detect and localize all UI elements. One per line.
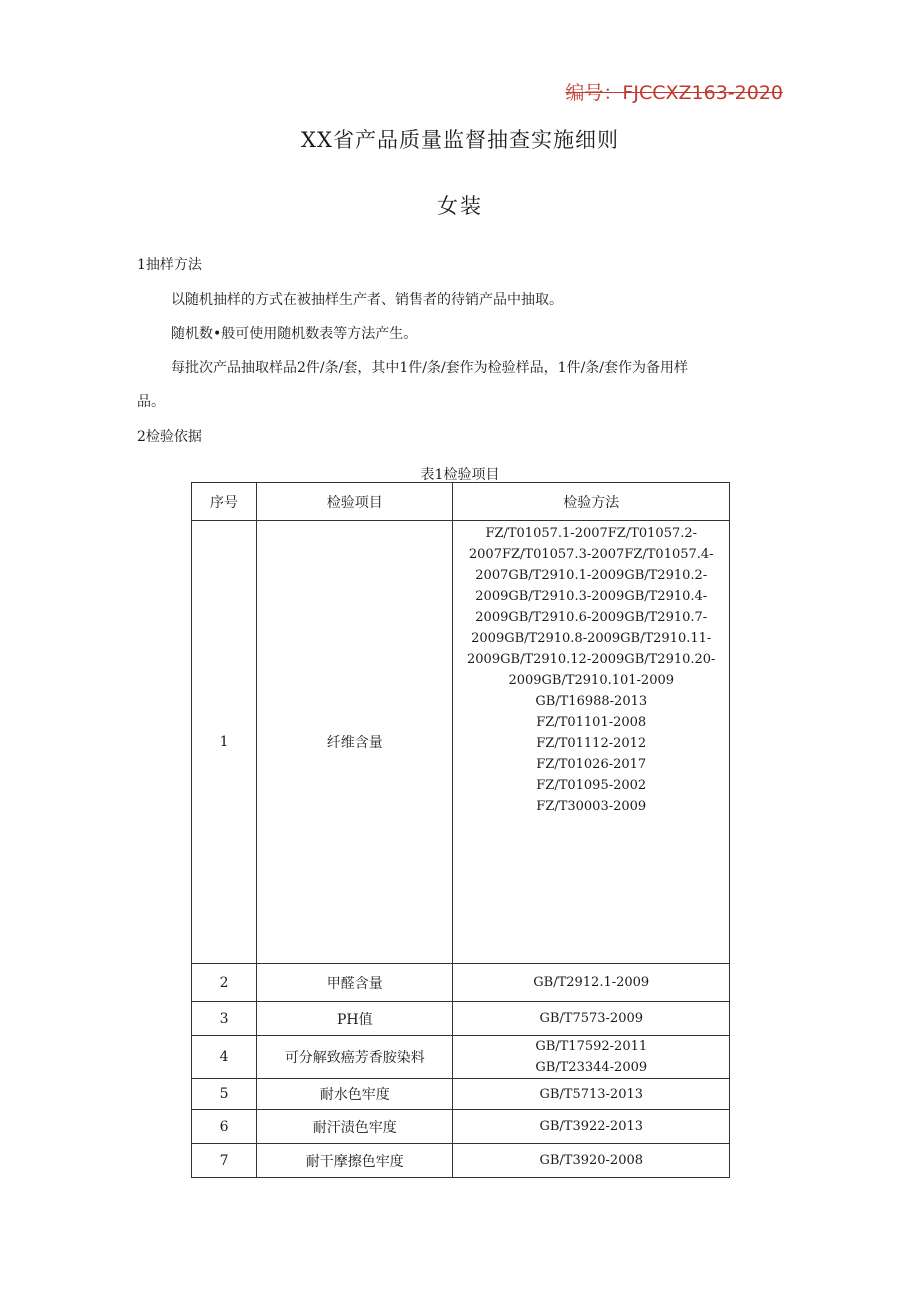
method-standard: FZ/T01101-2008: [536, 715, 647, 730]
row-method: [453, 1036, 730, 1079]
row-number: 4: [192, 1036, 257, 1079]
method-standard: GB/T3920-2008: [539, 1153, 644, 1168]
header-item: 检验项目: [257, 483, 453, 521]
section-1-paragraph-1: 以随机抽样的方式在被抽样生产者、销售者的待销产品中抽取。: [171, 292, 563, 308]
row-number: 1: [192, 521, 257, 964]
section-1-heading: 1抽样方法: [137, 257, 202, 273]
row-method: [453, 964, 730, 1002]
method-standard: 2009GB/T2910.101-2009: [508, 673, 675, 688]
table-row: [192, 521, 730, 964]
table-row: [192, 1079, 730, 1110]
method-standard: 2009GB/T2910.8-2009GB/T2910.11-: [471, 631, 712, 646]
row-method: [453, 521, 730, 964]
row-method: [453, 1079, 730, 1110]
method-standard: 2007GB/T2910.1-2009GB/T2910.2-: [475, 568, 708, 583]
method-standard: FZ/T01026-2017: [536, 757, 647, 772]
document-subtitle: 女装: [437, 194, 483, 218]
method-standard: FZ/T30003-2009: [536, 799, 647, 814]
row-item: 耐水色牢度: [257, 1079, 453, 1110]
table-row: [192, 964, 730, 1002]
method-standard: GB/T16988-2013: [535, 694, 648, 709]
section-1-paragraph-3-line-2: 品。: [137, 394, 165, 410]
row-item: 纤维含量: [257, 521, 453, 964]
method-standard: GB/T5713-2013: [539, 1086, 644, 1102]
method-standard: 2009GB/T2910.6-2009GB/T2910.7-: [475, 610, 708, 625]
method-standard: GB/T3922-2013: [539, 1119, 644, 1134]
section-1-paragraph-3-line-1: 每批次产品抽取样品2件/条/套，其中1件/条/套作为检验样品，1件/条/套作为备用样: [171, 360, 689, 376]
method-standard: GB/T23344-2009: [535, 1060, 648, 1075]
table-row: [192, 1144, 730, 1178]
row-method: [453, 1002, 730, 1036]
row-number: 5: [192, 1079, 257, 1110]
method-standard: FZ/T01057.1-2007FZ/T01057.2-: [485, 526, 698, 541]
table-row: [192, 1002, 730, 1036]
row-item: PH值: [257, 1002, 453, 1036]
row-number: 6: [192, 1110, 257, 1144]
table-row: [192, 1110, 730, 1144]
document-code: 编号：FJCCXZ163-2020: [565, 82, 783, 104]
section-1-paragraph-2: 随机数•般可使用随机数表等方法产生。: [171, 326, 418, 342]
row-number: 3: [192, 1002, 257, 1036]
header-number: 序号: [192, 483, 257, 521]
header-method: 检验方法: [453, 483, 730, 521]
table-row: [192, 1036, 730, 1079]
row-number: 7: [192, 1144, 257, 1178]
method-standard: FZ/T01112-2012: [536, 736, 647, 751]
section-2-heading: 2检验依据: [137, 429, 202, 445]
method-standard: GB/T7573-2009: [539, 1011, 644, 1026]
method-standard: 2007FZ/T01057.3-2007FZ/T01057.4-: [468, 547, 714, 562]
row-method: [453, 1110, 730, 1144]
row-item: 耐汗渍色牢度: [257, 1110, 453, 1144]
row-method: [453, 1144, 730, 1178]
row-number: 2: [192, 964, 257, 1002]
method-standard: GB/T17592-2011: [535, 1039, 648, 1054]
table-header-row: [192, 483, 730, 521]
method-standard: GB/T2912.1-2009: [533, 975, 650, 990]
method-standard: FZ/T01095-2002: [536, 778, 647, 793]
row-item: 可分解致癌芳香胺染料: [257, 1036, 453, 1079]
row-item: 耐干摩擦色牢度: [257, 1144, 453, 1178]
inspection-items-table: [191, 482, 730, 1178]
document-title: XX省产品质量监督抽查实施细则: [301, 128, 619, 152]
row-item: 甲醛含量: [257, 964, 453, 1002]
method-standard: 2009GB/T2910.3-2009GB/T2910.4-: [475, 589, 708, 604]
method-standard: 2009GB/T2910.12-2009GB/T2910.20-: [467, 652, 716, 667]
table-caption: 表1检验项目: [420, 467, 500, 483]
